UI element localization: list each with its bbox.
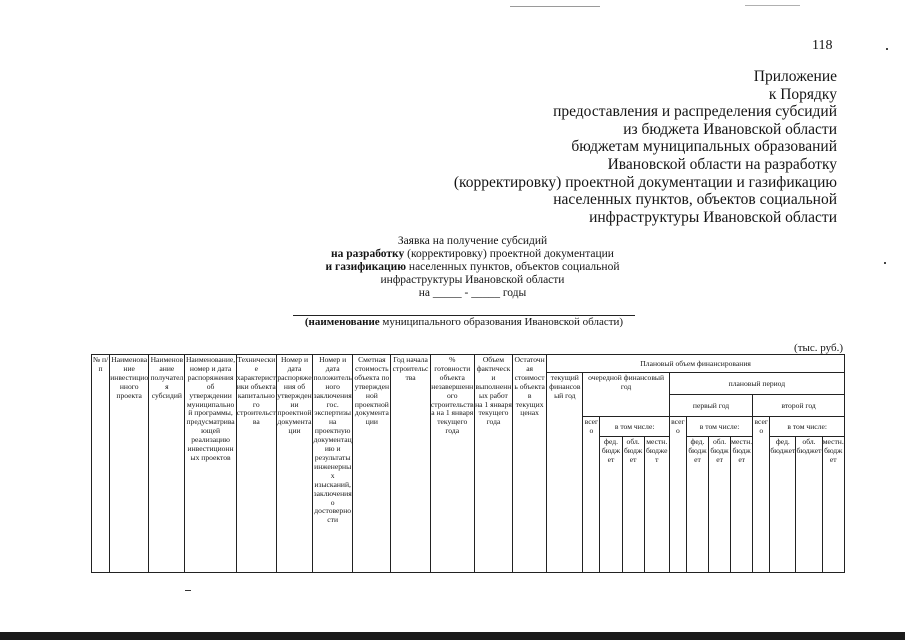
second-year-header: второй год [753,395,845,417]
appendix-line: Приложение [753,68,837,85]
scan-mark [884,262,886,264]
scan-mark [886,48,888,50]
appendix-line: из бюджета Ивановской области [623,120,837,138]
col-header-start-year: Год начала строительства [391,355,430,573]
title-line: Заявка на получение субсидий [397,235,548,247]
next-year-header: очередной финансовый год [583,373,669,417]
title-line: инфраструктуры Ивановской области [380,274,565,286]
current-year-header: текущий финансовый год [547,373,583,573]
application-table [91,354,845,573]
incl-header: в том числе: [770,417,845,437]
mest-budget-header: местн. бюджет [822,437,844,573]
appendix-line: инфраструктуры Ивановской области [589,208,837,226]
appendix-line: бюджетам муниципальных образований [571,138,837,156]
document-title [0,235,905,300]
top-scan-line [510,6,600,7]
units-label: (тыс. руб.) [794,342,843,354]
first-year-header: первый год [669,395,752,417]
appendix-line: предоставления и распределения субсидий [553,103,837,121]
total-header: всего [583,417,600,573]
col-header-readiness: % готовности объекта незавершенного строительства на 1 января текущего года [430,355,474,573]
col-header-number: № п/п [92,355,110,573]
mest-budget-header: местн. бюджет [731,437,753,573]
plan-financing-header: Плановый объем финансирования [547,355,845,373]
col-header-project: Наименование инвестиционного проекта [110,355,149,573]
col-header-order: Номер и дата распоряжения об утверждении проектной документации [276,355,312,573]
title-line: на разработку (корректировку) проектной документации [331,248,614,260]
fed-budget-header: фед. бюджет [600,437,622,573]
appendix-line: к Порядку [768,85,837,103]
title-line: и газификацию населенных пунктов, объектов социальной [325,261,620,273]
obl-budget-header: обл. бюджет [709,437,731,573]
municipality-caption: (наименование муниципального образования Ивановской области) [304,316,624,328]
fed-budget-header: фед. бюджет [770,437,796,573]
top-scan-line [745,5,800,6]
col-header-tech: Технические характеристики объекта капитального строительства [236,355,276,573]
obl-budget-header: обл. бюджет [622,437,644,573]
total-header: всего [669,417,686,573]
fed-budget-header: фед. бюджет [686,437,708,573]
page-number: 118 [812,38,833,53]
title-years-line: на _____ - _____ годы [418,287,527,299]
appendix-line: населенных пунктов, объектов социальной [553,191,837,209]
total-header: всего [753,417,770,573]
plan-period-header: плановый период [669,373,844,395]
obl-budget-header: обл. бюджет [796,437,822,573]
scan-bottom-edge [0,632,905,640]
col-header-residual: Остаточная стоимость объекта в текущих ценах [513,355,547,573]
appendix-header [454,68,837,226]
col-header-recipient: Наименование получателя субсидий [149,355,185,573]
appendix-line: (корректировку) проектной документации и газификацию [453,173,837,191]
appendix-line: Ивановской области на разработку [607,155,837,173]
incl-header: в том числе: [600,417,669,437]
scan-mark [185,590,191,591]
col-header-program: Наименование, номер и дата распоряжения об утверждении муниципальной программы, предусматривающей реализацию инвестиционных проектов [185,355,236,573]
incl-header: в том числе: [686,417,752,437]
col-header-expertise: Номер и дата положительного заключения гос. экспертизы на проектную документацию и результаты инженерных изысканий, заключения о достоверности [313,355,353,573]
mest-budget-header: местн. бюджет [644,437,669,573]
col-header-volume: Объем фактически выполненных работ на 1 января текущего года [474,355,512,573]
col-header-estimate: Сметная стоимость объекта по утвержденной проектной документации [353,355,391,573]
